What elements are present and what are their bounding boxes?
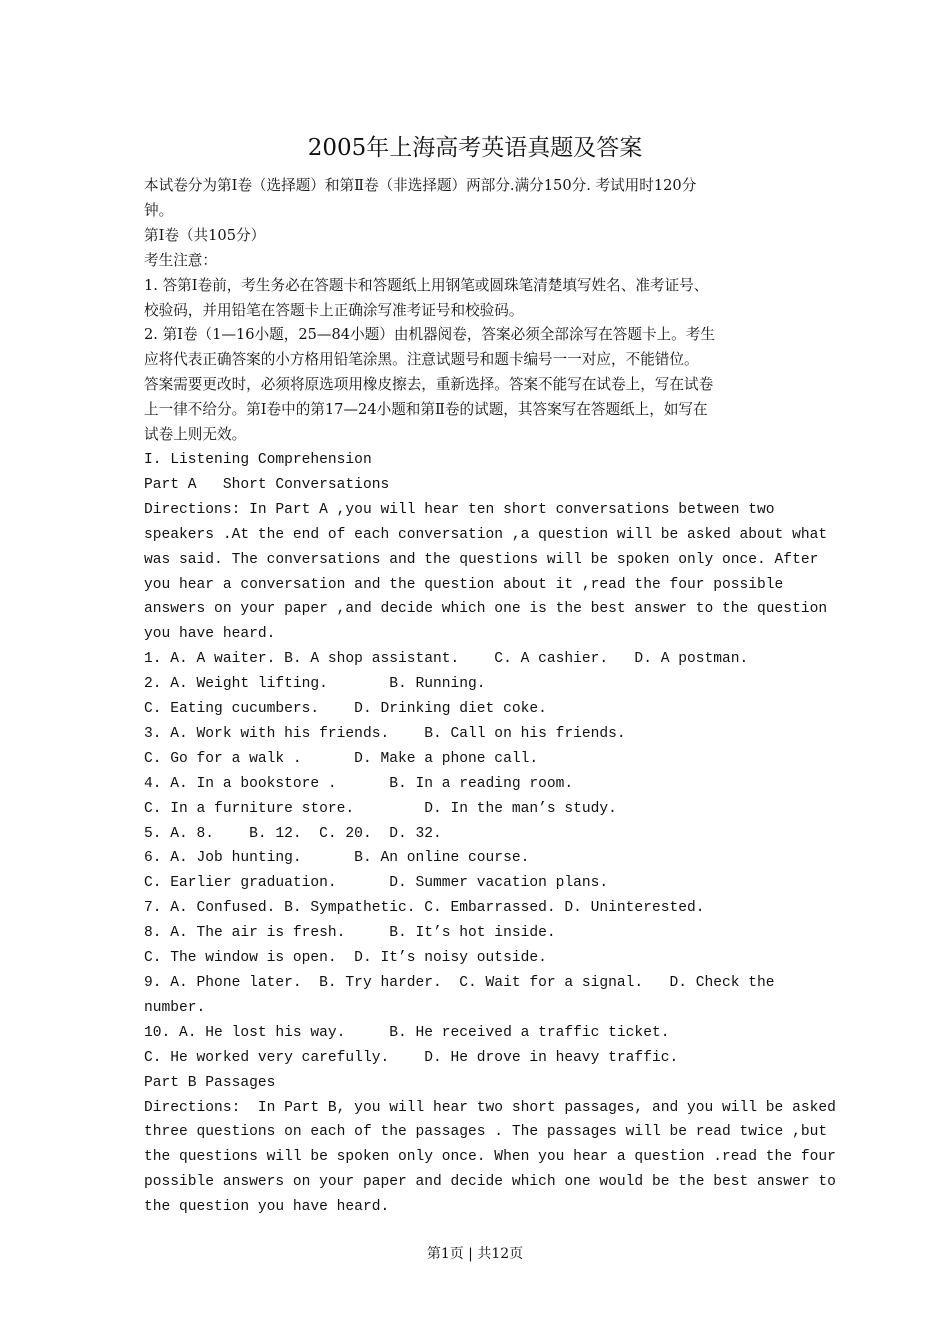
question-line: 7. A. Confused. B. Sympathetic. C. Embarrassed. D. Uninterested.	[144, 900, 705, 917]
question-line: 6. A. Job hunting. B. An online course.	[144, 850, 530, 867]
question-line: 5. A. 8. B. 12. C. 20. D. 32.	[144, 825, 442, 842]
question-line: 1. A. A waiter. B. A shop assistant. C. A cashier. D. A postman.	[144, 651, 749, 668]
directions-line: possible answers on your paper and decide which one would be the best answer to	[144, 1174, 836, 1191]
directions-line: answers on your paper ,and decide which one is the best answer to the question	[144, 601, 828, 618]
question-line: 10. A. He lost his way. B. He received a traffic ticket.	[144, 1024, 670, 1041]
document-body	[144, 174, 836, 1220]
section-heading: 第Ⅰ卷（共105分）	[144, 226, 266, 244]
question-line: C. He worked very carefully. D. He drove in heavy traffic.	[144, 1049, 679, 1066]
question-line: 4. A. In a bookstore . B. In a reading room.	[144, 775, 574, 792]
question-line: C. Earlier graduation. D. Summer vacation plans.	[144, 875, 609, 892]
question-line: C. Go for a walk . D. Make a phone call.	[144, 750, 539, 767]
notice-line: 试卷上则无效。	[144, 426, 247, 444]
directions-line: the questions will be spoken only once. When you hear a question .read the four	[144, 1149, 836, 1166]
notice-line: 1. 答第Ⅰ卷前，考生务必在答题卡和答题纸上用钢笔或圆珠笔清楚填写姓名、准考证号、	[144, 276, 709, 294]
part-heading: Part A Short Conversations	[144, 476, 390, 493]
directions-line: you hear a conversation and the question about it ,read the four possible	[144, 576, 784, 593]
page-title: 2005年上海高考英语真题及答案	[307, 135, 643, 161]
directions-line: was said. The conversations and the questions will be spoken only once. After	[144, 551, 819, 568]
question-line: 2. A. Weight lifting. B. Running.	[144, 676, 486, 693]
notice-heading: 考生注意：	[144, 251, 217, 269]
section-heading: I. Listening Comprehension	[144, 451, 372, 468]
part-heading: Part B Passages	[144, 1074, 276, 1091]
question-line: C. In a furniture store. D. In the man’s study.	[144, 800, 617, 817]
question-line: C. The window is open. D. It’s noisy outside.	[144, 950, 547, 967]
notice-line: 应将代表正确答案的小方格用铅笔涂黑。注意试题号和题卡编号一一对应，不能错位。	[144, 351, 699, 369]
directions-line: Directions: In Part B, you will hear two short passages, and you will be asked	[144, 1099, 836, 1116]
question-line: number.	[144, 999, 206, 1016]
directions-line: three questions on each of the passages . The passages will be read twice ,but	[144, 1124, 828, 1141]
directions-line: Directions: In Part A ,you will hear ten short conversations between two	[144, 501, 775, 518]
directions-line: the question you have heard.	[144, 1199, 390, 1216]
listening-section	[144, 448, 836, 1220]
notice-line: 2. 第Ⅰ卷（1—16小题，25—84小题）由机器阅卷，答案必须全部涂写在答题卡上。考生	[144, 326, 715, 344]
intro-line: 钟。	[144, 201, 174, 219]
notice-line: 答案需要更改时，必须将原选项用橡皮擦去，重新选择。答案不能写在试卷上，写在试卷	[144, 376, 714, 394]
notice-line: 上一律不给分。第Ⅰ卷中的第17—24小题和第Ⅱ卷的试题，其答案写在答题纸上，如写在	[144, 401, 708, 419]
exam-instructions	[144, 174, 808, 448]
intro-line: 本试卷分为第Ⅰ卷（选择题）和第Ⅱ卷（非选择题）两部分.满分150分. 考试用时120分	[144, 177, 697, 194]
question-line: 8. A. The air is fresh. B. It’s hot inside.	[144, 925, 556, 942]
question-line: 3. A. Work with his friends. B. Call on his friends.	[144, 725, 626, 742]
directions-line: speakers .At the end of each conversation ,a question will be asked about what	[144, 526, 828, 543]
question-line: C. Eating cucumbers. D. Drinking diet coke.	[144, 701, 547, 718]
question-line: 9. A. Phone later. B. Try harder. C. Wait for a signal. D. Check the	[144, 975, 775, 991]
notice-line: 校验码，并用铅笔在答题卡上正确涂写准考证号和校验码。	[144, 301, 524, 319]
directions-line: you have heard.	[144, 626, 276, 643]
page-footer: 第1页 | 共12页	[426, 1246, 524, 1262]
